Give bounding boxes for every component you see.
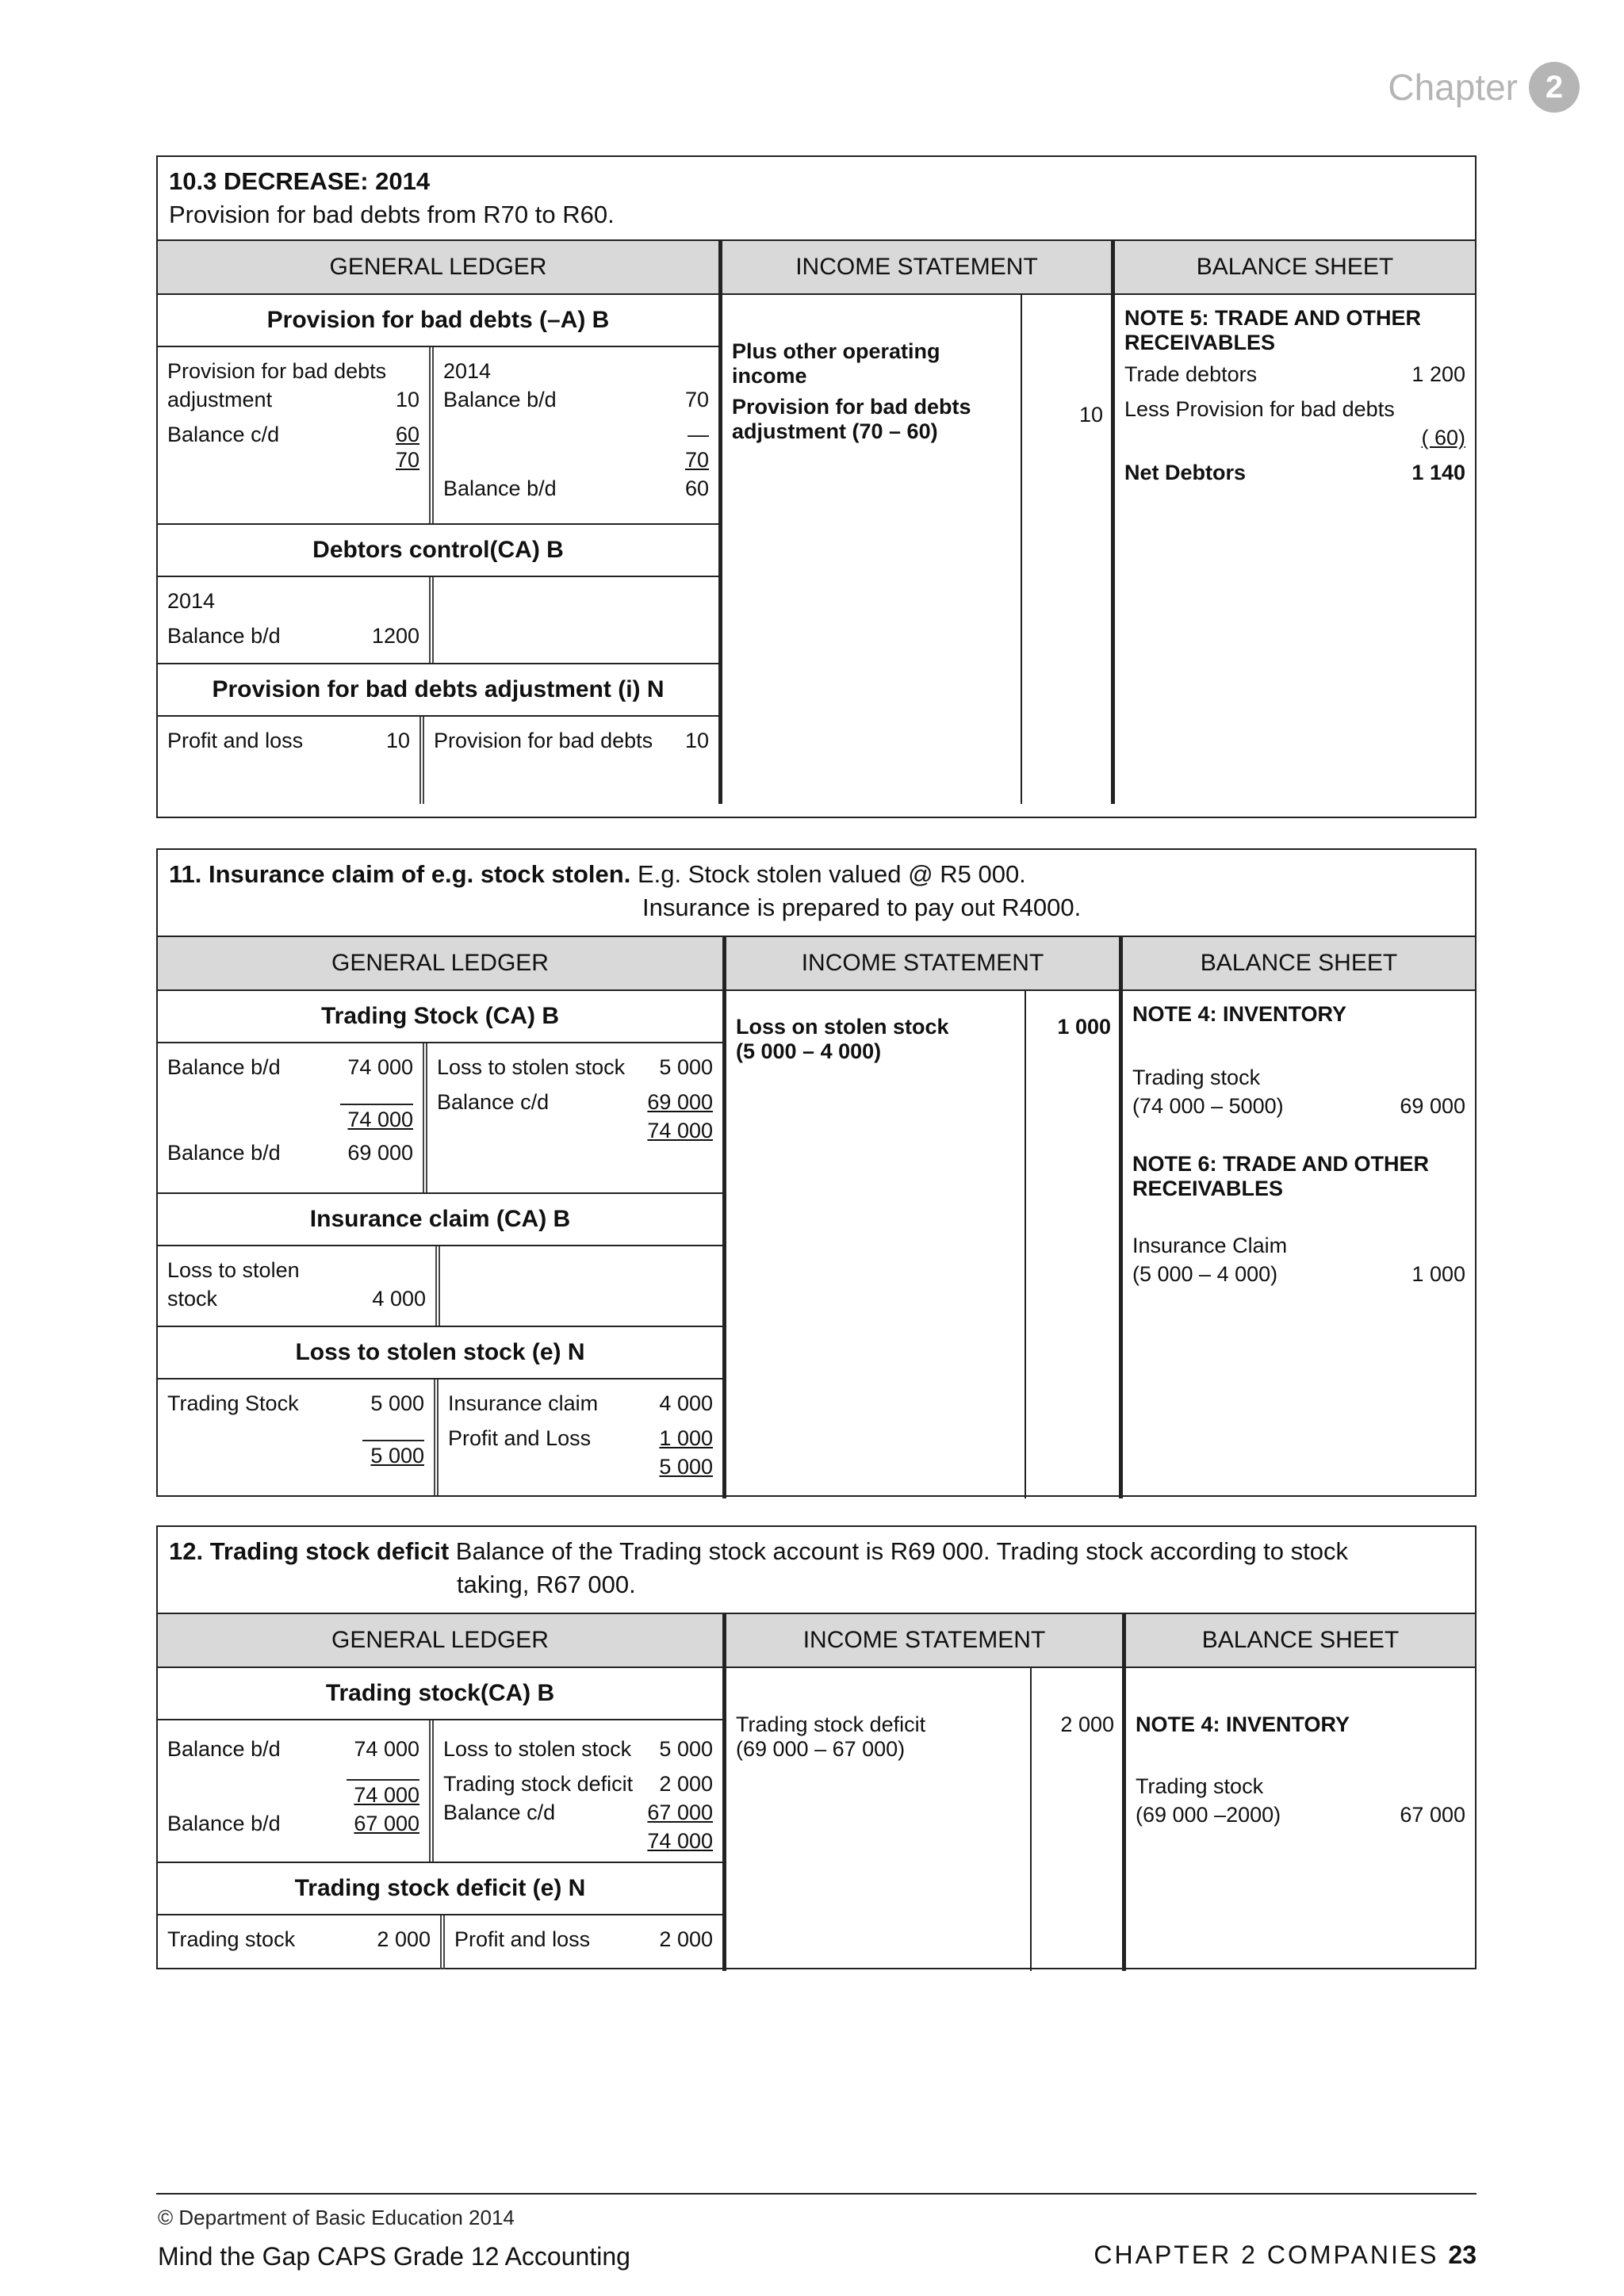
total-amount: 70 xyxy=(684,448,709,472)
credit-side xyxy=(434,347,718,523)
income-statement-column xyxy=(722,295,1115,804)
is-item: adjustment (70 – 60) xyxy=(732,419,938,443)
entry-label: Profit and loss xyxy=(454,1927,591,1951)
bs-label: (69 000 –2000) xyxy=(1136,1803,1281,1827)
balance-sheet-column xyxy=(1115,295,1475,804)
section-subtitle-line2: taking, R67 000. xyxy=(457,1571,636,1598)
entry-label: Balance b/d xyxy=(167,1737,281,1761)
section-11 xyxy=(156,848,1477,1497)
entry-amount: 74 000 xyxy=(354,1737,419,1761)
is-item: (69 000 – 67 000) xyxy=(736,1737,906,1761)
bs-value: 1 140 xyxy=(1411,461,1465,484)
entry-label: Balance b/d xyxy=(167,624,281,648)
is-item: Provision for bad debts xyxy=(732,395,971,419)
entry-amount: 5 000 xyxy=(659,1737,713,1761)
dash: — xyxy=(688,423,709,446)
section-title: 11. Insurance claim of e.g. stock stolen. xyxy=(169,860,631,888)
section-12 xyxy=(156,1525,1477,1969)
account-title: Provision for bad debts adjustment (i) N xyxy=(158,664,718,717)
entry-amount: 70 xyxy=(684,388,709,411)
entry-label: Balance c/d xyxy=(167,423,280,446)
chapter-number: 2 xyxy=(1529,62,1580,113)
footer-rule xyxy=(156,2193,1477,2195)
bs-label: Trading stock xyxy=(1136,1774,1264,1798)
general-ledger-column xyxy=(158,991,726,1498)
credit-side xyxy=(434,1720,722,1862)
general-ledger-column xyxy=(158,1668,726,1971)
entry-label: Balance b/d xyxy=(167,1812,281,1835)
is-description xyxy=(726,1668,1032,1971)
footer-chapter xyxy=(1094,2241,1477,2270)
entry-label: Balance c/d xyxy=(437,1090,550,1114)
bs-value: 69 000 xyxy=(1400,1094,1465,1118)
total-amount: 74 000 xyxy=(647,1829,713,1853)
entry-year: 2014 xyxy=(443,359,492,383)
account-title: Insurance claim (CA) B xyxy=(158,1194,722,1246)
bs-value: ( 60) xyxy=(1421,426,1465,450)
entry-amount: 4 000 xyxy=(372,1287,426,1311)
bs-label: (5 000 – 4 000) xyxy=(1132,1262,1278,1286)
column-band xyxy=(158,937,1475,991)
entry-label: Balance b/d xyxy=(443,388,557,411)
is-amount: 2 000 xyxy=(1060,1712,1114,1736)
band-income-statement: INCOME STATEMENT xyxy=(722,241,1115,293)
band-income-statement: INCOME STATEMENT xyxy=(726,1614,1126,1667)
entry-amount: 2 000 xyxy=(659,1772,713,1796)
bs-note: NOTE 5: TRADE AND OTHER xyxy=(1124,306,1422,330)
bs-note: RECEIVABLES xyxy=(1132,1177,1284,1200)
credit-side xyxy=(434,577,718,663)
entry-amount: 69 000 xyxy=(647,1090,713,1114)
entry-amount: 67 000 xyxy=(647,1800,713,1824)
is-item: (5 000 – 4 000) xyxy=(736,1039,882,1063)
section-title: 12. Trading stock deficit xyxy=(169,1537,450,1565)
bs-label: Net Debtors xyxy=(1124,461,1247,484)
general-ledger-column xyxy=(158,295,722,804)
section-subtitle: Provision for bad debts from R70 to R60. xyxy=(169,201,615,228)
copyright: © Department of Basic Education 2014 xyxy=(158,2206,515,2229)
entry-label: Trading stock deficit xyxy=(443,1772,634,1796)
total-amount: 74 000 xyxy=(647,1119,713,1142)
t-account xyxy=(158,1380,722,1495)
bs-note: NOTE 4: INVENTORY xyxy=(1136,1712,1350,1736)
column-band xyxy=(158,1614,1475,1668)
entry-label: Provision for bad debts xyxy=(167,359,387,383)
entry-amount: 10 xyxy=(395,388,419,411)
entry-label: Trading Stock xyxy=(167,1391,299,1415)
footer-title xyxy=(158,2242,630,2271)
section-subtitle: E.g. Stock stolen valued @ R5 000. xyxy=(630,860,1026,888)
section-grid xyxy=(158,295,1475,804)
entry-amount: 69 000 xyxy=(347,1141,413,1165)
entry-amount: 1 000 xyxy=(659,1426,713,1450)
band-balance-sheet: BALANCE SHEET xyxy=(1196,254,1394,280)
entry-amount: 67 000 xyxy=(354,1812,419,1835)
entry-amount: 10 xyxy=(385,729,410,752)
page-number: 23 xyxy=(1448,2241,1477,2269)
band-general-ledger: GENERAL LEDGER xyxy=(158,1614,726,1667)
t-account xyxy=(158,1246,722,1327)
section-header xyxy=(158,157,1475,241)
account-title: Trading Stock (CA) B xyxy=(158,991,722,1043)
bs-value: 1 000 xyxy=(1411,1262,1465,1286)
entry-label: Balance b/d xyxy=(443,476,557,500)
section-10-3 xyxy=(156,155,1477,818)
entry-amount: 60 xyxy=(684,476,709,500)
credit-side xyxy=(445,1915,722,1969)
is-item: Trading stock deficit xyxy=(736,1712,926,1736)
bs-label: Less Provision for bad debts xyxy=(1124,397,1395,421)
total-amount: 5 000 xyxy=(370,1444,424,1468)
entry-year: 2014 xyxy=(167,589,216,613)
band-income-statement: INCOME STATEMENT xyxy=(726,937,1123,989)
total-amount: 5 000 xyxy=(659,1455,713,1479)
entry-label: adjustment xyxy=(167,388,273,411)
entry-amount: 74 000 xyxy=(347,1055,413,1079)
is-heading: income xyxy=(732,364,807,388)
band-balance-sheet: BALANCE SHEET xyxy=(1200,950,1398,976)
credit-side xyxy=(424,717,718,804)
debit-side xyxy=(158,577,434,663)
column-band xyxy=(158,241,1475,295)
entry-amount: 5 000 xyxy=(659,1055,713,1079)
entry-amount: 5 000 xyxy=(370,1391,424,1415)
bs-label: Trading stock xyxy=(1132,1066,1261,1089)
entry-label: Trading stock xyxy=(167,1927,296,1951)
t-account xyxy=(158,1043,722,1194)
footer-title-main: Mind the Gap CAPS Grade 12 xyxy=(158,2242,505,2271)
bs-label: (74 000 – 5000) xyxy=(1132,1094,1284,1118)
total-amount: 74 000 xyxy=(354,1783,419,1807)
section-grid xyxy=(158,1668,1475,1971)
debit-side xyxy=(158,1043,427,1192)
is-heading: Plus other operating xyxy=(732,339,940,363)
entry-label: Loss to stolen stock xyxy=(443,1737,632,1761)
is-description xyxy=(722,295,1022,804)
entry-amount: 60 xyxy=(395,423,419,446)
entry-label: Profit and loss xyxy=(167,729,304,752)
bs-label: Trade debtors xyxy=(1124,362,1258,386)
t-account xyxy=(158,577,718,664)
is-item: Loss on stolen stock xyxy=(736,1015,949,1039)
debit-side xyxy=(158,717,424,804)
chapter-tab xyxy=(1388,62,1580,113)
section-header xyxy=(158,1527,1475,1614)
debit-side xyxy=(158,1380,439,1495)
debit-side xyxy=(158,347,434,523)
entry-amount: 1200 xyxy=(371,624,419,648)
entry-amount: 2 000 xyxy=(659,1927,713,1951)
total-amount: 70 xyxy=(395,448,419,472)
t-account xyxy=(158,1915,722,1969)
account-title: Debtors control(CA) B xyxy=(158,525,718,577)
entry-label: Loss to stolen xyxy=(167,1258,300,1282)
total-amount: 74 000 xyxy=(347,1108,413,1131)
is-amount: 10 xyxy=(1078,403,1103,427)
t-account xyxy=(158,717,718,804)
debit-side xyxy=(158,1246,440,1326)
band-general-ledger: GENERAL LEDGER xyxy=(158,937,726,989)
footer-title-subject: Accounting xyxy=(504,2242,630,2271)
entry-amount: 2 000 xyxy=(377,1927,431,1951)
account-title: Trading stock(CA) B xyxy=(158,1668,722,1720)
entry-amount: 10 xyxy=(684,729,709,752)
is-amount: 1 000 xyxy=(1057,1015,1111,1039)
entry-label: Insurance claim xyxy=(448,1391,599,1415)
credit-side xyxy=(427,1043,722,1192)
band-general-ledger: GENERAL LEDGER xyxy=(158,241,722,293)
debit-side xyxy=(158,1915,445,1969)
section-subtitle-line2: Insurance is prepared to pay out R4000. xyxy=(642,894,1082,921)
entry-amount: 4 000 xyxy=(659,1391,713,1415)
entry-label: Provision for bad debts xyxy=(434,729,653,752)
entry-label: Balance b/d xyxy=(167,1141,281,1165)
bs-note: NOTE 4: INVENTORY xyxy=(1132,1002,1347,1026)
section-subtitle: Balance of the Trading stock account is R69 000. Trading stock according to stock xyxy=(449,1537,1349,1565)
bs-note: NOTE 6: TRADE AND OTHER xyxy=(1132,1152,1430,1176)
entry-label: Profit and Loss xyxy=(448,1426,592,1450)
bs-label: Insurance Claim xyxy=(1132,1234,1288,1257)
t-account xyxy=(158,1720,722,1863)
account-title: Trading stock deficit (e) N xyxy=(158,1863,722,1915)
credit-side xyxy=(440,1246,722,1326)
bs-note: RECEIVABLES xyxy=(1124,331,1276,354)
section-title: 10.3 DECREASE: 2014 xyxy=(169,167,431,195)
entry-label: Balance c/d xyxy=(443,1800,556,1824)
entry-label: Loss to stolen stock xyxy=(437,1055,626,1079)
bs-value: 1 200 xyxy=(1411,362,1465,386)
section-grid xyxy=(158,991,1475,1498)
band-balance-sheet: BALANCE SHEET xyxy=(1201,1627,1400,1653)
footer-chapter-label: CHAPTER 2 COMPANIES xyxy=(1094,2241,1439,2269)
balance-sheet-column xyxy=(1123,991,1475,1498)
income-statement-column xyxy=(726,1668,1126,1971)
chapter-label: Chapter xyxy=(1388,67,1518,108)
entry-label: Balance b/d xyxy=(167,1055,281,1079)
section-header xyxy=(158,850,1475,937)
balance-sheet-column xyxy=(1126,1668,1475,1971)
is-description xyxy=(726,991,1026,1498)
income-statement-column xyxy=(726,991,1123,1498)
credit-side xyxy=(439,1380,722,1495)
account-title: Provision for bad debts (–A) B xyxy=(158,295,718,347)
t-account xyxy=(158,347,718,525)
account-title: Loss to stolen stock (e) N xyxy=(158,1327,722,1380)
debit-side xyxy=(158,1720,434,1862)
entry-label: stock xyxy=(167,1287,218,1311)
bs-value: 67 000 xyxy=(1400,1803,1465,1827)
